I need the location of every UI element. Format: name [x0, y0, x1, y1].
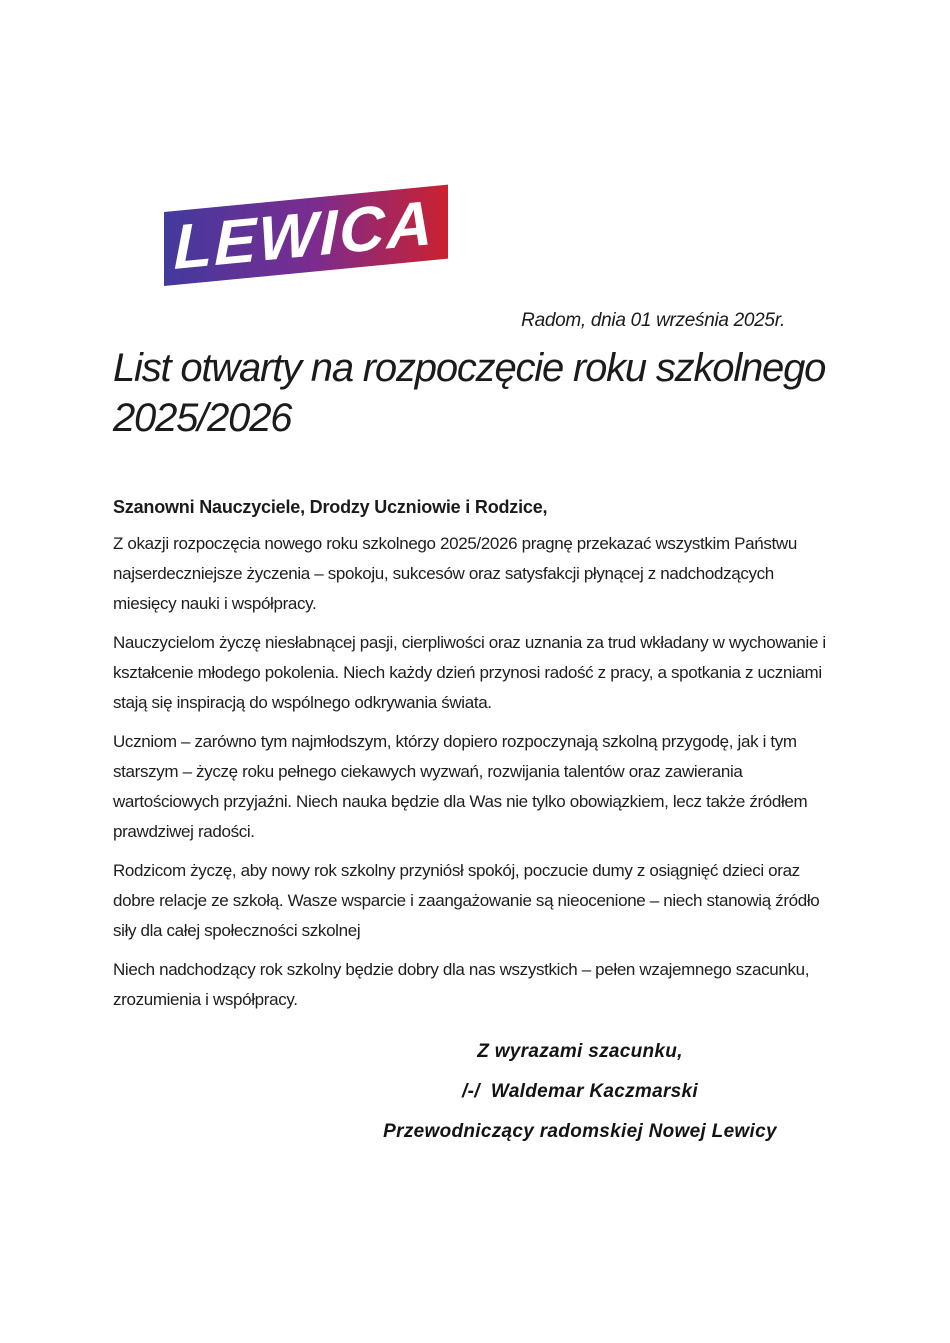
signer-title: Przewodniczący radomskiej Nowej Lewicy [383, 1121, 777, 1142]
signature-name: /-/ Waldemar Kaczmarski [461, 1081, 698, 1102]
paragraph-parents: Rodzicom życzę, aby nowy rok szkolny przyniósł spokój, poczucie dumy z osiągnięć dzieci oraz dobre relacje ze szkołą. Wasze wsparcie i zaangażowanie są nieocenione – niech stanowią źródło siły dla całej społeczności szkolnej [113, 861, 820, 940]
paragraph-wishes-all: Z okazji rozpoczęcia nowego roku szkolnego 2025/2026 pragnę przekazać wszystkim Państwu najserdeczniejsze życzenia – spokoju, sukcesów oraz satysfakcji płynącej z nadchodzących miesięcy nauki i współpracy. [113, 534, 797, 613]
valediction: Z wyrazami szacunku, [477, 1041, 683, 1062]
dateline: Radom, dnia 01 września 2025r. [521, 310, 785, 331]
paragraph-students: Uczniom – zarówno tym najmłodszym, którzy dopiero rozpoczynają szkolną przygodę, jak i tym starszym – życzę roku pełnego ciekawych wyzwań, rozwijania talentów oraz zawierania wartościowych przyjaźni. Niech nauka będzie dla Was nie tylko obowiązkiem, lecz także źródłem prawdziwej radości. [113, 732, 808, 841]
letter-body [113, 300, 840, 1015]
signature-block [230, 1040, 930, 1160]
paragraph-closing-wish: Niech nadchodzący rok szkolny będzie dobry dla nas wszystkich – pełen wzajemnego szacunku, zrozumienia i współpracy. [113, 960, 810, 1009]
paragraph-teachers: Nauczycielom życzę niesłabnącej pasji, cierpliwości oraz uznania za trud wkładany w wychowanie i kształcenie młodego pokolenia. Niech każdy dzień przynosi radość z pracy, a spotkania z uczniami stają się inspiracją do wspólnego odkrywania świata. [113, 633, 826, 712]
letter-title: List otwarty na rozpoczęcie roku szkolnego 2025/2026 [113, 346, 826, 440]
lewica-logo-text: LEWICA [173, 187, 435, 283]
lewica-logo [164, 185, 448, 286]
salutation: Szanowni Nauczyciele, Drodzy Uczniowie i Rodzice, [113, 497, 548, 517]
